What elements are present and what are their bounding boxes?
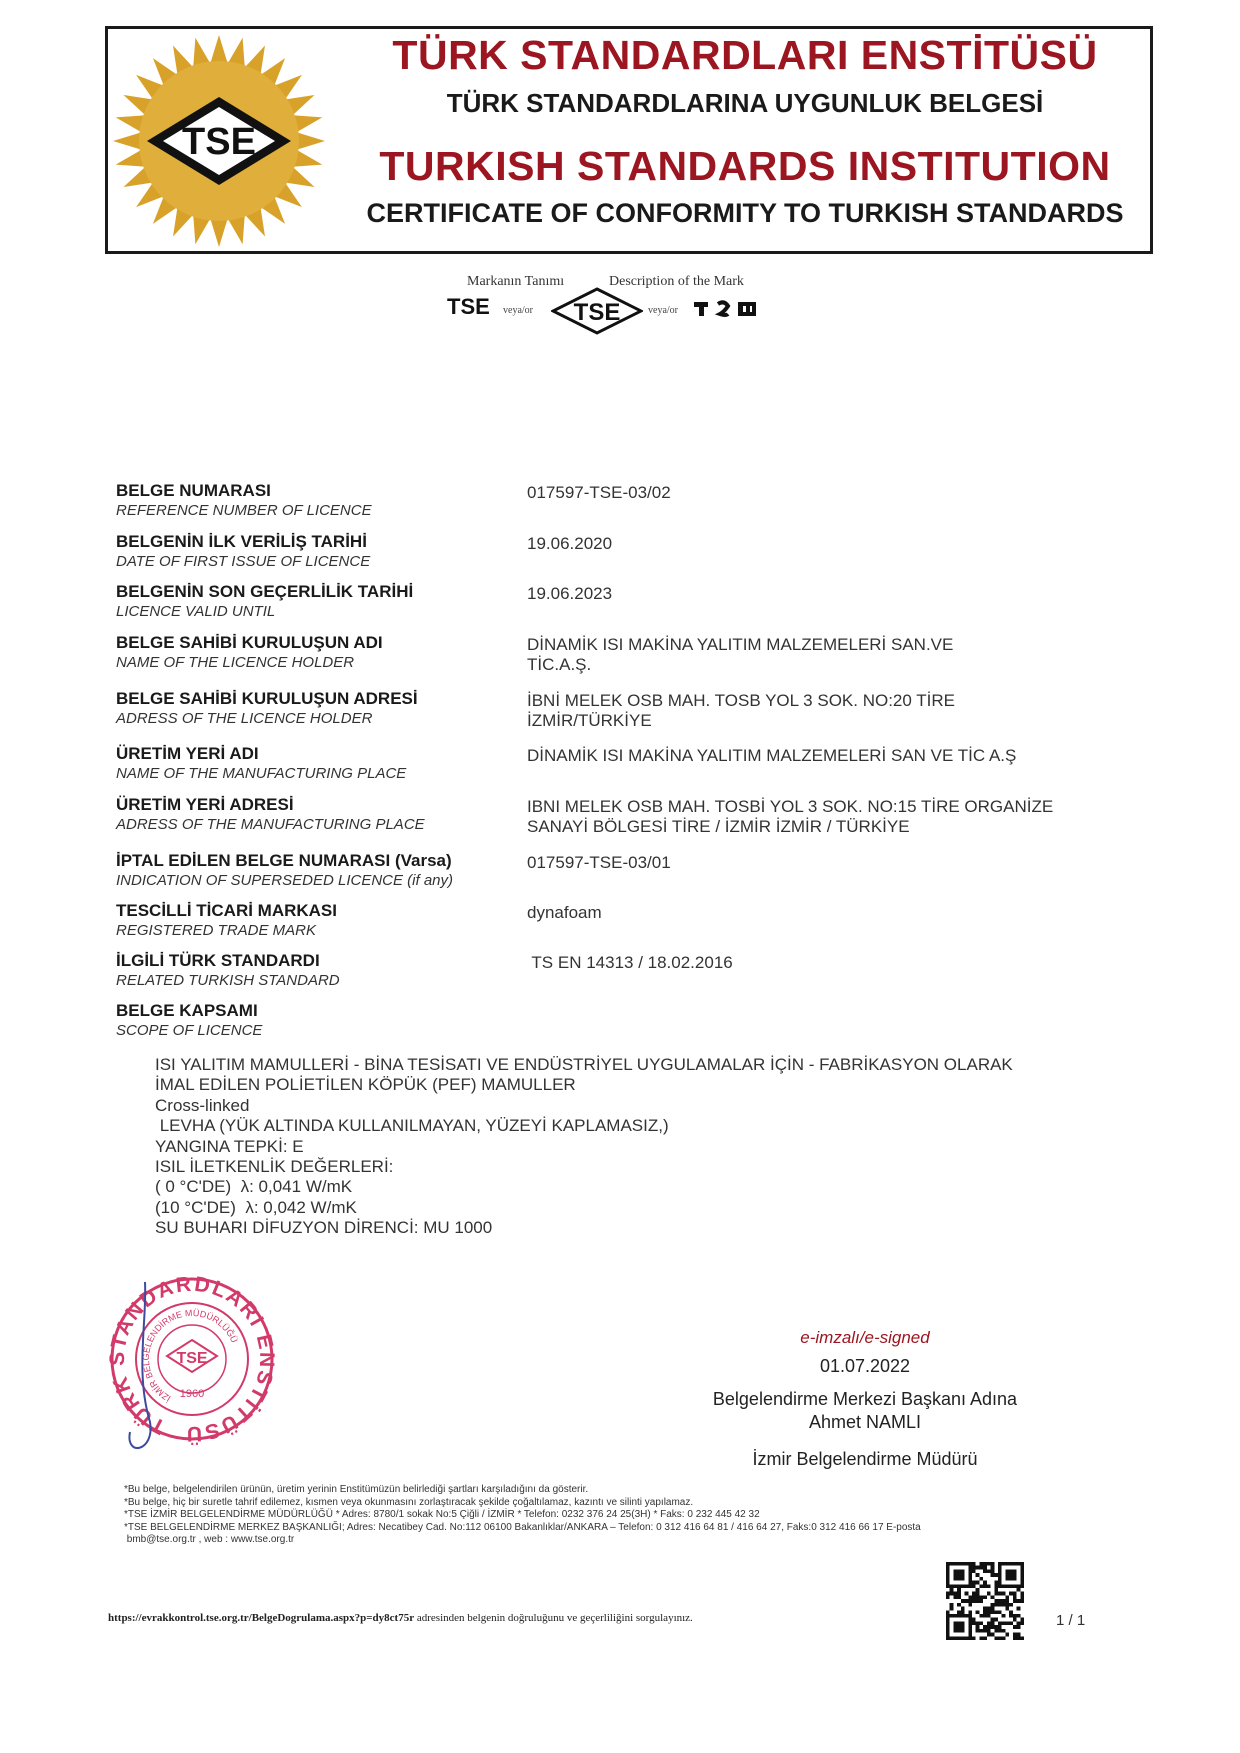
field-value-line: DİNAMİK ISI MAKİNA YALITIM MALZEMELERİ SAN.VE [527,635,954,654]
mark-label-en: Description of the Mark [609,274,744,289]
field-value-holder-address [527,691,1147,731]
field-label-reference-number: BELGE NUMARASI [116,481,271,500]
scope-line: ISIL İLETKENLİK DEĞERLERİ: [155,1157,394,1177]
field-sub-scope: SCOPE OF LICENCE [116,1022,263,1039]
scope-list [155,1055,1145,1239]
signature-role: Belgelendirme Merkezi Başkanı Adına [712,1389,1018,1409]
field-value-line: SANAYİ BÖLGESİ TİRE / İZMİR İZMİR / TÜRKİYE [527,817,910,836]
footnote-line: *TSE İZMİR BELGELENDİRME MÜDÜRLÜĞÜ * Adres: 8780/1 sokak No:5 Çiğli / İZMİR * Telefon: 0232 376 24 25(3H) * Faks: 0 232 445 42 32 [124,1509,760,1520]
header-en-title: TURKISH STANDARDS INSTITUTION [379,143,1111,189]
footnote-line: bmb@tse.org.tr , web : www.tse.org.tr [124,1534,295,1545]
scope-line: SU BUHARI DİFUZYON DİRENCİ: MU 1000 [155,1218,493,1238]
field-value-superseded: 017597-TSE-03/01 [527,853,671,872]
field-value-line: İZMİR/TÜRKİYE [527,711,652,730]
mark-veya-1: veya/or [503,305,533,316]
field-sub-first-issue: DATE OF FIRST ISSUE OF LICENCE [116,553,371,570]
signature-date: 01.07.2022 [819,1356,911,1376]
field-label-superseded: İPTAL EDİLEN BELGE NUMARASI (Varsa) [116,851,452,870]
field-value-manufacturing-name: DİNAMİK ISI MAKİNA YALITIM MALZEMELERİ SAN VE TİC A.Ş [527,746,1017,765]
field-label-related-standard: İLGİLİ TÜRK STANDARDI [116,951,320,970]
header-en-subtitle: CERTIFICATE OF CONFORMITY TO TURKISH STANDARDS [366,198,1124,228]
diamond-mark-text: TSE [573,299,621,326]
field-value-line: TİC.A.Ş. [527,655,592,674]
footnote-line: *TSE BELGELENDİRME MERKEZ BAŞKANLIĞI; Adres: Necatibey Cad. No:112 06100 Bakanlıklar/ANKARA – Telefon: 0 312 416 64 81 / 416 64 27, Faks:0 312 416 66 17 E-posta [124,1521,921,1533]
qr-code-icon [946,1562,1024,1640]
field-value-holder-name [527,635,1147,675]
scope-line: ISI YALITIM MAMULLERİ - BİNA TESİSATI VE ENDÜSTRİYEL UYGULAMALAR İÇİN - FABRİKASYON OLARAK [155,1055,1013,1074]
mark-text-variant: TSE [447,294,490,319]
scope-line: İMAL EDİLEN POLİETİLEN KÖPÜK (PEF) MAMULLER [155,1075,576,1095]
field-label-manufacturing-address: ÜRETİM YERİ ADRESİ [116,795,294,814]
field-sub-manufacturing-address: ADRESS OF THE MANUFACTURING PLACE [116,816,425,833]
signature-title: İzmir Belgelendirme Müdürü [752,1449,978,1469]
field-value-line: İBNİ MELEK OSB MAH. TOSB YOL 3 SOK. NO:20 TİRE [527,691,955,710]
verification-text: adresinden belgenin doğruluğunu ve geçerliliğini sorgulayınız. [414,1612,693,1624]
seal-ring-text: TÜRK STANDARDLARI ENSTİTÜSÜ [105,1272,279,1446]
field-value-related-standard: TS EN 14313 / 18.02.2016 [527,953,733,972]
tse-diamond-mark-icon [551,287,643,335]
signature-name: Ahmet NAMLI [808,1412,922,1432]
tse-sun-logo-icon [104,30,334,252]
field-label-scope: BELGE KAPSAMI [116,1001,258,1020]
field-sub-reference-number: REFERENCE NUMBER OF LICENCE [116,502,372,519]
seal-center-text: TSE [176,1350,208,1367]
logo-tse-text: TSE [182,121,256,163]
scope-line: Cross-linked [155,1095,250,1115]
mark-label-tr: Markanın Tanımı [467,274,565,289]
field-value-reference-number: 017597-TSE-03/02 [527,483,671,502]
field-sub-holder-address: ADRESS OF THE LICENCE HOLDER [116,710,373,727]
seal-inner-text: İZMİR BELGELENDİRME MÜDÜRLÜĞÜ [140,1307,240,1404]
field-label-trade-mark: TESCİLLİ TİCARİ MARKASI [116,901,337,920]
footnotes [124,1484,1129,1547]
field-value-line: IBNI MELEK OSB MAH. TOSBİ YOL 3 SOK. NO:15 TİRE ORGANİZE [527,797,1054,816]
verification-url[interactable]: https://evrakkontrol.tse.org.tr/BelgeDogrulama.aspx?p=dy8ct75r [108,1612,415,1624]
scope-line: YANGINA TEPKİ: E [155,1136,304,1156]
scope-line: ( 0 °C'DE) λ: 0,041 W/mK [155,1177,353,1197]
field-label-holder-address: BELGE SAHİBİ KURULUŞUN ADRESİ [116,689,418,708]
field-value-valid-until: 19.06.2023 [527,584,613,603]
field-label-manufacturing-name: ÜRETİM YERİ ADI [116,744,259,763]
field-value-trade-mark: dynafoam [527,903,602,922]
field-sub-superseded: INDICATION OF SUPERSEDED LICENCE (if any) [116,872,454,889]
footnote-line: *Bu belge, hiç bir suretle tahrif edilemez, kısmen veya okunmasını zorlaştıracak şekilde çoğaltılamaz, kazıntı ve silinti yapılamaz. [124,1496,694,1508]
field-label-first-issue: BELGENİN İLK VERİLİŞ TARİHİ [116,532,367,551]
page-number: 1 / 1 [1056,1612,1086,1629]
field-sub-manufacturing-name: NAME OF THE MANUFACTURING PLACE [116,765,407,782]
signature-esigned: e-imzalı/e-signed [800,1328,930,1347]
header-tr-title: TÜRK STANDARDLARI ENSTİTÜSÜ [392,32,1098,78]
field-sub-related-standard: RELATED TURKISH STANDARD [116,972,340,989]
tse-block-mark-icon [694,296,758,318]
field-sub-holder-name: NAME OF THE LICENCE HOLDER [116,654,355,671]
field-value-manufacturing-address [527,797,1147,837]
footnote-line: *Bu belge, belgelendirilen ürünün, üretim yerinin Enstitümüzün belirlediği şartları karşıladığını da gösterir. [124,1484,589,1495]
header-tr-subtitle: TÜRK STANDARDLARINA UYGUNLUK BELGESİ [446,88,1044,118]
field-label-valid-until: BELGENİN SON GEÇERLİLİK TARİHİ [116,582,414,601]
verification-note [108,1612,693,1624]
mark-veya-2: veya/or [648,305,678,316]
field-sub-trade-mark: REGISTERED TRADE MARK [116,922,317,939]
official-seal-stamp-icon [105,1252,280,1467]
field-value-first-issue: 19.06.2020 [527,534,613,553]
scope-line: (10 °C'DE) λ: 0,042 W/mK [155,1197,357,1217]
field-label-holder-name: BELGE SAHİBİ KURULUŞUN ADI [116,633,383,652]
scope-line: LEVHA (YÜK ALTINDA KULLANILMAYAN, YÜZEYİ KAPLAMASIZ,) [155,1116,669,1136]
seal-year: 1960 [179,1388,205,1400]
field-sub-valid-until: LICENCE VALID UNTIL [116,603,276,620]
